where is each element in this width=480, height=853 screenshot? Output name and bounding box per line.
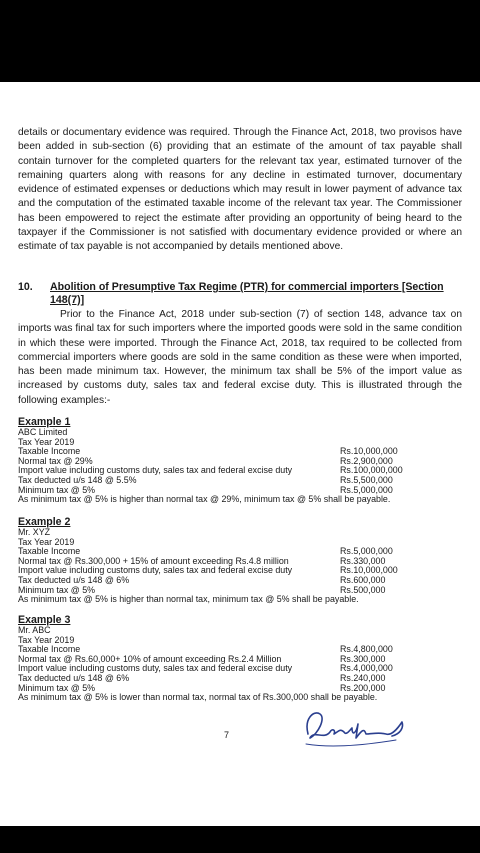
row-label: Taxable Income [18,546,81,557]
row-value: Rs.500,000 [340,584,386,595]
example-conclusion: As minimum tax @ 5% is higher than normal tax, minimum tax @ 5% shall be payable. [18,594,359,605]
row-value: Rs.300,000 [340,653,386,664]
section-paragraph: Prior to the Finance Act, 2018 under sub-section (7) of section 148, advance tax on imports was final tax for such importers where the imported goods were sold in the same condition in which these were imported. Through the Finance Act, 2018, tax required to be collected from commercial importers where goods are sold in the same condition as these were when imported, has been made minimum tax. However, the minimum tax shall be 5% of the import value as increased by customs duty, sales tax and federal excise duty. This is illustrated through the following examples:- [18,309,462,406]
row-label: Normal tax @ 29% [18,455,93,466]
row-value: Rs.4,800,000 [340,644,393,655]
row-label: Import value including customs duty, sales tax and federal excise duty [18,565,293,576]
example-title: Example 3 [18,614,71,626]
row-value: Rs.4,000,000 [340,663,393,674]
example-block [18,614,468,703]
row-value: Rs.5,500,000 [340,474,393,485]
example-taxpayer: ABC Limited [18,427,68,437]
row-value: Rs.330,000 [340,555,386,566]
row-value: Rs.5,000,000 [340,546,393,557]
example-taxpayer: Mr. XYZ [18,527,51,537]
row-label: Import value including customs duty, sales tax and federal excise duty [18,465,293,476]
page-number: 7 [224,730,230,740]
example-title: Example 2 [18,516,71,528]
row-label: Minimum tax @ 5% [18,682,96,693]
example-block [18,516,468,605]
row-label: Normal tax @ Rs.60,000+ 10% of amount exceeding Rs.2.4 Million [18,653,282,664]
row-value: Rs.2,900,000 [340,455,393,466]
top-black-bar [0,0,480,82]
section-number: 10. [18,281,33,293]
bottom-black-bar [0,826,480,853]
row-value: Rs.600,000 [340,574,386,585]
example-block [18,416,468,505]
example-conclusion: As minimum tax @ 5% is lower than normal tax, normal tax of Rs.300,000 shall be payable. [18,692,378,703]
example-taxpayer: Mr. ABC [18,625,51,635]
intro-paragraph: details or documentary evidence was required. Through the Finance Act, 2018, two provisos have been added in sub-section (6) providing that an estimate of the amount of tax payable shall contain turnover for the completed quarters for the relevant tax year, estimated turnover of the remaining quarters along with reasons for any decline in estimated turnover, documentary evidence of estimated expenses or deductions which may result in lower payment of advance tax and the computation of the estimated taxable income of the relevant tax year. The Commissioner has been empowered to reject the estimate after providing an opportunity of being heard to the taxpayer if the Commissioner is not satisfied with documentary evidence provided or where an estimate of tax payable is not accompanied by details mentioned above. [18,127,462,253]
document-page [0,82,480,826]
handwritten-signature [300,704,410,756]
section-title: Abolition of Presumptive Tax Regime (PTR) for commercial importers [Section 148(7)] [50,281,444,306]
row-value: Rs.10,000,000 [340,565,398,576]
row-label: Import value including customs duty, sales tax and federal excise duty [18,663,293,674]
row-value: Rs.100,000,000 [340,465,403,476]
row-label: Taxable Income [18,644,81,655]
row-label: Minimum tax @ 5% [18,484,96,495]
example-tax-year: Tax Year 2019 [18,436,75,447]
row-label: Tax deducted u/s 148 @ 6% [18,574,130,585]
row-label: Minimum tax @ 5% [18,584,96,595]
example-conclusion: As minimum tax @ 5% is higher than normal tax @ 29%, minimum tax @ 5% shall be payable. [18,494,391,505]
example-tax-year: Tax Year 2019 [18,536,75,547]
example-tax-year: Tax Year 2019 [18,634,75,645]
row-value: Rs.10,000,000 [340,446,398,457]
row-label: Tax deducted u/s 148 @ 6% [18,672,130,683]
row-value: Rs.240,000 [340,672,386,683]
row-label: Tax deducted u/s 148 @ 5.5% [18,474,137,485]
example-title: Example 1 [18,416,71,428]
row-label: Taxable Income [18,446,81,457]
row-label: Normal tax @ Rs.300,000 + 15% of amount exceeding Rs.4.8 million [18,555,289,566]
row-value: Rs.5,000,000 [340,484,393,495]
row-value: Rs.200,000 [340,682,386,693]
